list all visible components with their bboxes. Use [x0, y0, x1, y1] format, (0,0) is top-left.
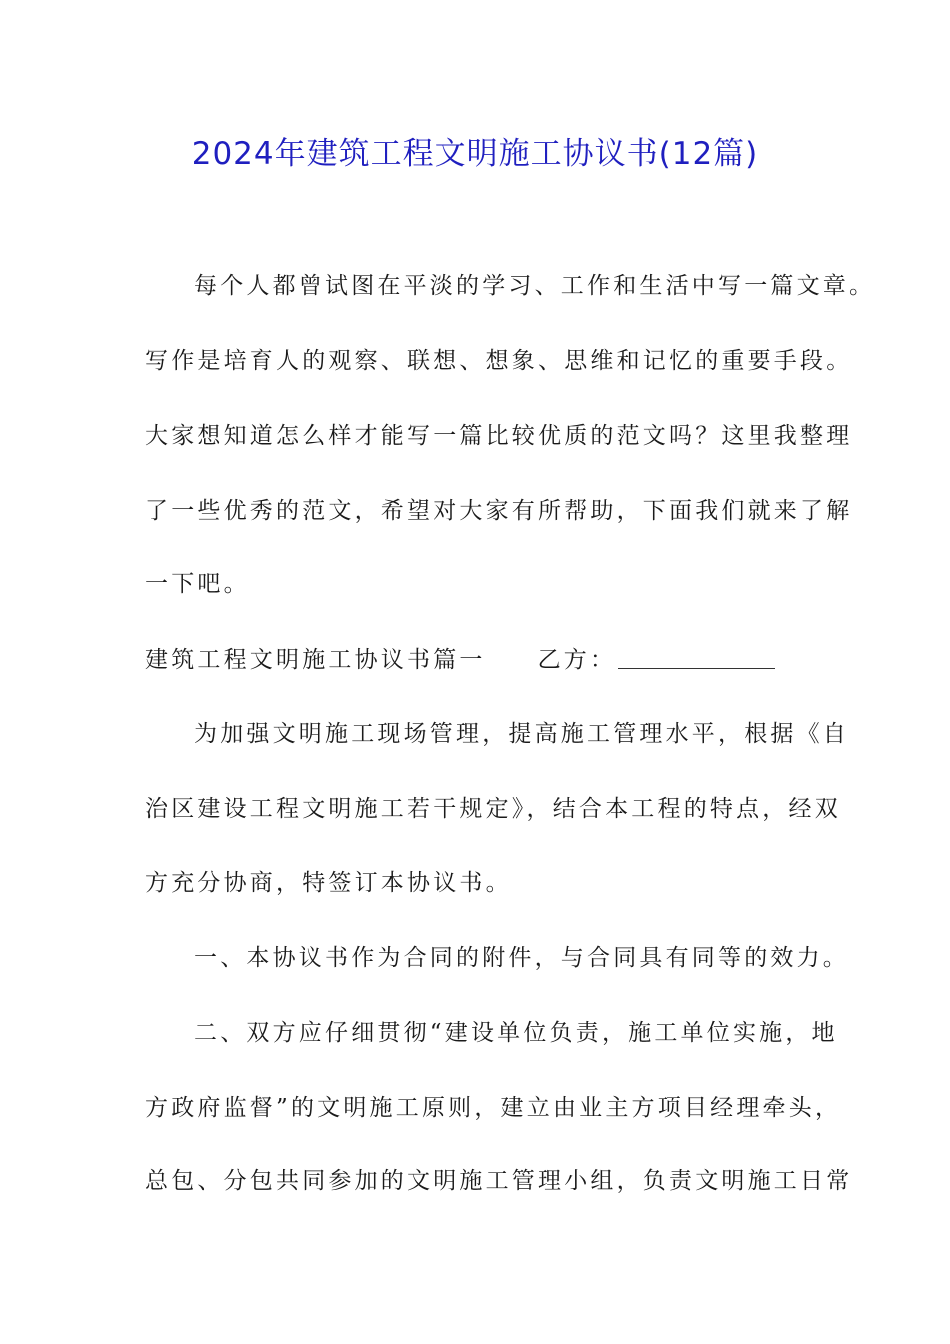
clause2-line-3: 总包、分包共同参加的文明施工管理小组，负责文明施工日常	[145, 1168, 853, 1194]
party-b-label: 乙方：	[537, 647, 617, 673]
clause-1: 一、本协议书作为合同的附件，与合同具有同等的效力。	[194, 945, 849, 971]
intro-line-2: 写作是培育人的观察、联想、想象、思维和记忆的重要手段。	[145, 348, 853, 374]
intro-line-5: 一下吧。	[145, 571, 250, 597]
intro-line-4: 了一些优秀的范文，希望对大家有所帮助，下面我们就来了解	[145, 498, 853, 524]
clause2-line-2: 方政府监督”的文明施工原则，建立由业主方项目经理牵头，	[145, 1095, 842, 1121]
intro-line-1: 每个人都曾试图在平淡的学习、工作和生活中写一篇文章。	[194, 273, 876, 299]
para1-line-1: 为加强文明施工现场管理，提高施工管理水平，根据《自	[194, 721, 849, 747]
clause2-line-1: 二、双方应仔细贯彻“建设单位负责，施工单位实施，地	[194, 1020, 838, 1046]
para1-line-2: 治区建设工程文明施工若干规定》，结合本工程的特点，经双	[145, 796, 841, 822]
section-heading: 建筑工程文明施工协议书篇一	[145, 647, 486, 673]
intro-line-3: 大家想知道怎么样才能写一篇比较优质的范文吗？这里我整理	[145, 423, 853, 449]
section-heading-row	[145, 645, 775, 675]
para1-line-3: 方充分协商，特签订本协议书。	[145, 870, 512, 896]
document-title: 2024年建筑工程文明施工协议书(12篇)	[191, 136, 759, 172]
party-b-blank-line	[618, 646, 775, 669]
